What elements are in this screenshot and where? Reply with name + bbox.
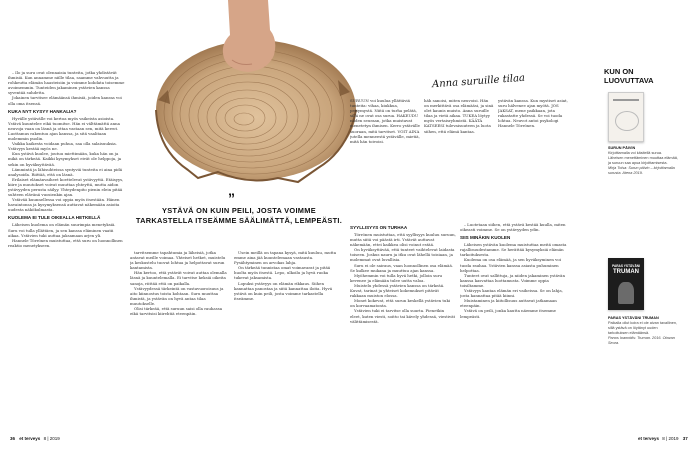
paragraph: Hannele Törrönen muistuttaa, että suru on luonnollinen reaktio menetykseen. <box>8 237 123 248</box>
middle-column-b <box>234 250 338 438</box>
book1-label: SURUN PÄIVIN <box>608 146 636 150</box>
quote-mark-icon: ” <box>228 190 235 206</box>
left-column-a <box>8 70 126 438</box>
book2-cover-title: PARAS YSTÄVÄNI <box>612 264 640 268</box>
paragraph: tarvitsemme tapahtumia ja läheisiä, jotka antavat meille voimaa. Yhteiset hetket, muistelu ja keskustelu tuovat lohtua ja helpottavat surun kantamista. <box>130 250 226 271</box>
paragraph: Myöhemmin voi tulla hyvä hetki, jolloin suru kevenee ja elämään tulee uutta valoa. <box>350 272 442 283</box>
section-heading: SYYLLISYYS ON TURHAA <box>350 225 408 230</box>
book2-label: PARAS YSTÄVÄNI TRUMAN <box>608 316 659 320</box>
paragraph: Kun ystävä kuulee, joutuu miettimään, kuka hän on ja mikä on tärkeää. Kaikki kysymykset eivät ole helppoja, ja sekin on hyväksyttävää. <box>8 151 122 167</box>
paragraph: – Luotetaan siihen, että ystävä kestää kuulla, miten oikeasti voimme. Se on ystävyyden ydin. <box>460 222 566 233</box>
right-column-b <box>460 222 570 438</box>
paragraph: Törrönen muistuttaa, että syyllisyys kuuluu suruun, mutta siitä voi päästä irti. Ystävät auttavat näkemään, ettei kaikkea olisi voinut estää. <box>350 232 456 248</box>
paragraph: Muistelu yhdessä ystävien kanssa on tärkeää. Kuvat, tarinat ja yhteiset kokemukset pitävät rakkaan muiston elossa. <box>350 282 445 299</box>
paragraph: Läheisen ystävän kuolema muistuttaa meitä omasta rajallisuudestamme. Se herättää kysymyksiä elämän tarkoituksesta. <box>460 242 567 258</box>
section-heading: SIIS MINÄKIN KUOLEN <box>460 235 511 241</box>
pull-quote: YSTÄVÄ ON KUIN PEILI, JOSTA VOIMME TARKASTELLA ITSEÄMME SÄÄLIMÄTTÄ, LEMPEÄSTI. <box>135 206 343 225</box>
paragraph: On hyväksyttävää, että tunteet vaihtelevat laidasta toiseen. Joskus nauru ja itku ovat lähellä toisiaan, ja molemmat ovat luvallisia. <box>350 247 455 263</box>
intro-column-3: ystävän kanssa. Kun mystiset asiat, suru hälvenee ajan myötä. JOS JAKSAT, mene paikkaan, jota rakastatte yhdessä. Se voi tuoda lohtua. Neuvot antoi psykologi Hannele Törrönen. <box>498 98 568 129</box>
paragraph: Suru ei ole sairaus, vaan luonnollinen osa elämää. Se kulkee mukana ja muuttuu ajan kanssa. <box>350 262 454 273</box>
handwritten-title: Anna suruille tilaa <box>431 72 526 91</box>
page-number-right: 37 <box>682 436 688 441</box>
intro-column-1: SURUUN voi kuulua yllättäviä tunteita: vihaa, kiukkua, pettymystä. Niitä on turha pelätä, sillä ne ovat osa surua. HAKEUDU niiden seuraan, jotka muistavat menetetyn ihmisen. Kerro ystävälle suoraan, mitä tarvitset. VOIT AINA jutella menneestä ystävälle, mietiä, mitä hän toivoisi. <box>350 98 420 144</box>
paragraph: Monet kokevat, että surun keskellä ystävien tuki on korvaamatonta. <box>350 298 451 309</box>
paragraph: – Ilo ja suru ovat olennaisia tunteita, jotka yhdistävät ihmisiä. Kun annamme niille tilaa, saamme vahvuutta ja rohkeutta elämän haasteisiin ja voimme kohdata toisemme avoimemmin. Tunteiden jakaminen ystävien kanssa syventää suhdetta. <box>8 70 125 96</box>
paragraph: Erilaiset elämänvaiheet koettelevat ystävyyttä. Etäisyys, kiire ja muutokset voivat muuttaa yhteyttä, mutta aidon ystävyyden perusta säilyy. Yhteydenpito pienin elein pitää suhteen elävänä vuosienkin ajan. <box>8 176 124 198</box>
right-column-a <box>350 222 456 438</box>
paragraph: Ystävien tuki ei tarvitse olla suurta. Pienetkin eleet, kuten viesti, soitto tai kävely yhdessä, viestivät välittämisestä. <box>350 308 456 324</box>
book2-credit: Panos Ioannidis: Truman. 2016. Otavan Seura. <box>608 336 675 345</box>
middle-column-a <box>130 250 230 438</box>
book1-credit: Mirja Tolsa: Surun päivin – kirjoittamalla surusta. Atena 2019. <box>608 166 675 175</box>
section-heading: KUOLEMA EI TULE OIKEALLA HETKELLÄ <box>8 215 101 221</box>
paragraph: Kuolema on osa elämää, ja sen hyväksyminen voi tuoda rauhaa. Ystävien kanssa asiasta puhuminen helpottaa. <box>460 257 561 273</box>
paragraph: Ystävyys kantaa elämän eri vaiheissa. Se on lahja, josta kannattaa pitää kiinni. <box>460 288 563 299</box>
intro-column-2: häh sanoisi, miten neuvoisi. Hän on merkittävä osa elämääsi, ja sinä olet kaunis muisto. Anna suruille tilaa ja vietä aikaa. TUKEA löytyy myös vertaisryhmistä. KÄÄTÄ KATSEESI tulevaisuuteen ja luota siihen, että elämä kantaa. <box>424 98 494 134</box>
paragraph: Lämmintä ja lähisuhteissa syntyviä tunteita ei aina pidä analysoida. Riittää, että on läsnä. <box>8 166 123 177</box>
book2-text: Paikalla ollut koira ei ole aivan tavallinen, sillä ystävä on löytänyt uuden tarkoituksen elämäänsä. <box>608 321 678 335</box>
issue-right: 8 | 2019 <box>662 436 679 441</box>
paragraph: Muistaminen ja kiitollisuus auttavat jatkamaan eteenpäin. <box>460 298 557 309</box>
paragraph: Usein meillä on tapana kysyä, mitä kuuluu, mutta emme aina jää kuuntelemaan vastausta. Pysähtyminen on arvokas lahja. <box>234 250 337 266</box>
paragraph: Hyvälle ystävälle voi kertoa myös vaikeista asioista. Ystävä kuuntelee eikä tuomitse. Hän ei välttämättä anna neuvoja vaan on läsnä ja ottaa vastaan sen, mitä kerrot. Luottamus rakentuu ajan kanssa, ja sitä vaalitaan molemmin puolin. <box>8 115 120 142</box>
paragraph: Ystävyydessä tärkeintä on vastavuoroisuus ja aito kiinnostus toista kohtaan. Suru muuttaa ihmistä, ja ystävän on hyvä antaa tilaa muutokselle. <box>130 285 224 306</box>
section-heading: KUKA NYT KYSYY HANKALIA? <box>8 108 77 114</box>
tree-stump-illustration <box>128 0 368 190</box>
page-number-left: 36 <box>10 436 16 441</box>
magazine-name-left: et terveys <box>19 436 41 441</box>
paragraph: Vaikka kaikesta voidaan puhua, saa olla salaisuuksia. Ystävyys kestää myös ne. <box>8 141 117 152</box>
paragraph: Tunteet ovat sallittuja, ja niiden jakaminen ystävän kanssa kasvattaa luottamusta. Voimme oppia toisiltamme. <box>460 272 565 288</box>
paragraph: Läheisen kuolema on elämän suurimpia menetyksiä. Suru voi tulla yllättäen, ja sen kanssa eläminen vaatii aikaa. Ystävien tuki auttaa jaksamaan arjen yli. <box>8 222 116 238</box>
paragraph: Ystävää kuunnellessa voi oppia myös itsestään. Hänen havaintonsa ja kysymyksensä auttavat näkemään asioita uudesta näkökulmasta. <box>8 197 120 213</box>
paragraph: Ystävä on peili, jonka kautta näemme itsemme lempeästi. <box>460 308 556 319</box>
paragraph: Olisi tärkeää, että suruun saisi olla rauhassa eikä tarvitsisi kiirehtiä eteenpäin. <box>130 306 223 317</box>
book2-cover-name: TRUMAN <box>613 269 639 275</box>
issue-left: 8 | 2019 <box>43 436 60 441</box>
book-sidebar <box>604 68 690 438</box>
paragraph: Hän kertoo, että ystävät voivat auttaa olemalla läsnä ja kuuntelemalla. Ei tarvitse keksiä oikeita sanoja, riittää että on paikalla. <box>130 270 227 286</box>
paragraph: Lopuksi ystävyys on elämän rikkaus. Siihen kannattaa panostaa ja siitä kannattaa iloita. Hyvä ystävä on kuin peili, josta voimme tarkastella itseämme. <box>234 280 333 301</box>
book1-text: Kirjoittamalla voi käsitellä surua. Läheisen menettäminen muuttaa elämää, ja suruun saa apua kirjoittamisesta. <box>608 151 678 165</box>
book-cover-surun-paivin <box>608 92 644 142</box>
paragraph: Jokainen tarvitsee elämäänsä ihmisiä, joiden kanssa voi olla oma itsensä. <box>8 95 122 106</box>
magazine-name-right: et terveys <box>638 436 660 441</box>
footer-right <box>638 436 688 441</box>
paragraph: On tärkeää tunnistaa omat voimavarat ja pitää huolta myös itsestä. Lepo, ulkoilu ja hyvä ruoka tukevat jaksamista. <box>234 265 331 281</box>
footer-left <box>10 436 60 441</box>
book-cover-truman <box>608 258 644 310</box>
sidebar-title: KUN ON LUOVUTTAVA <box>604 68 654 85</box>
